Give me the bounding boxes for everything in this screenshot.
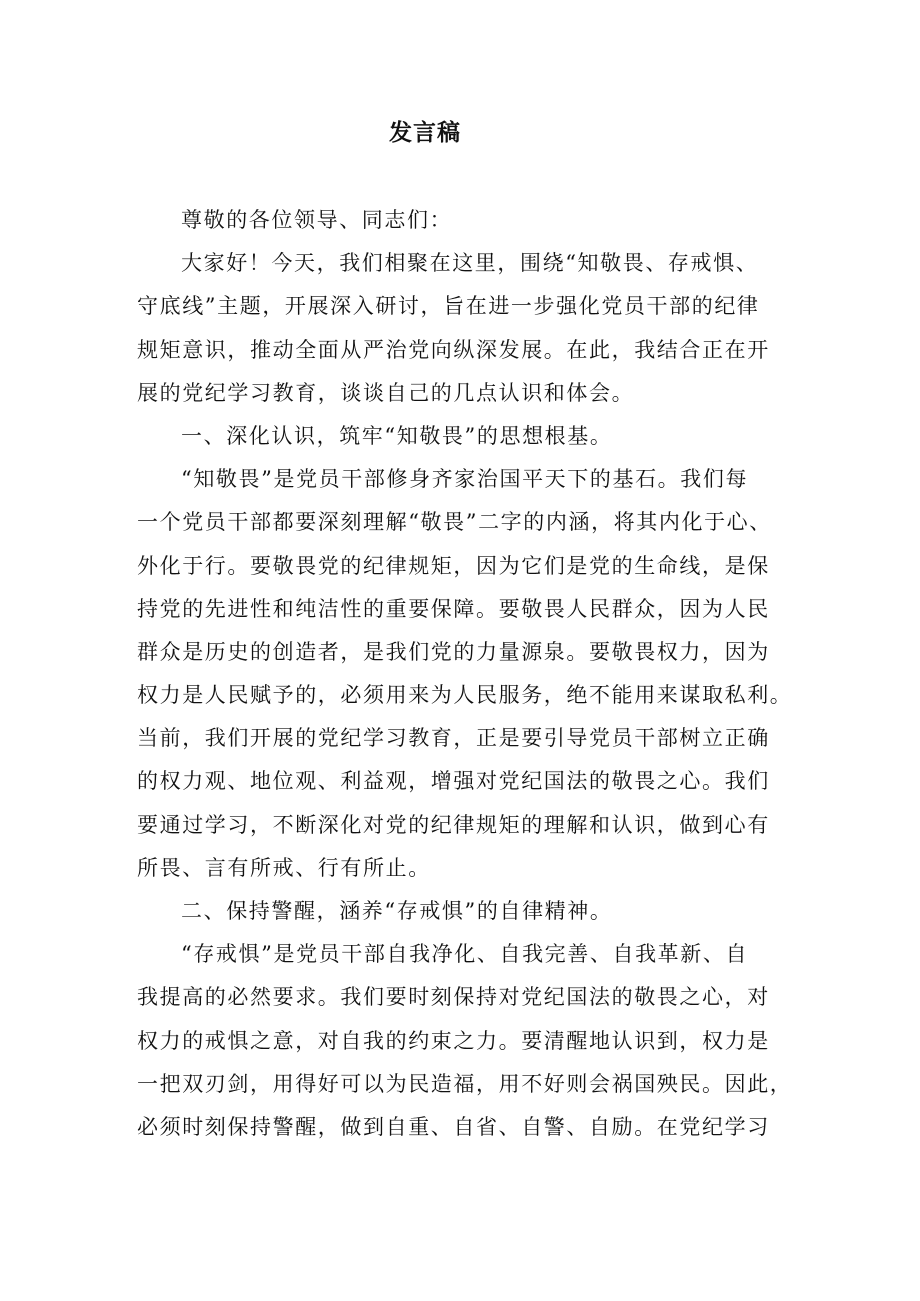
- paragraph-line: 守底线”主题，开展深入研讨，旨在进一步强化党员干部的纪律: [137, 294, 760, 319]
- paragraph-line: 群众是历史的创造者，是我们党的力量源泉。要敬畏权力，因为: [137, 639, 770, 664]
- paragraph-line: 一把双刃剑，用得好可以为民造福，用不好则会祸国殃民。因此，: [137, 1071, 793, 1096]
- paragraph-line: 展的党纪学习教育，谈谈自己的几点认识和体会。: [137, 380, 635, 405]
- paragraph-line: 要通过学习，不断深化对党的纪律规矩的理解和认识，做到心有: [137, 812, 770, 837]
- paragraph-line: 必须时刻保持警醒，做到自重、自省、自警、自励。在党纪学习: [137, 1114, 770, 1139]
- salutation-line: 尊敬的各位领导、同志们：: [181, 208, 453, 232]
- paragraph-line: 的权力观、地位观、利益观，增强对党纪国法的敬畏之心。我们: [137, 769, 770, 794]
- paragraph-line: 规矩意识，推动全面从严治党向纵深发展。在此，我结合正在开: [137, 337, 770, 362]
- paragraph-line: 权力是人民赋予的，必须用来为人民服务，绝不能用来谋取私利。: [137, 683, 793, 708]
- paragraph-line: “存戒惧”是党员干部自我净化、自我完善、自我革新、自: [181, 942, 749, 967]
- paragraph-line: 当前，我们开展的党纪学习教育，正是要引导党员干部树立正确: [137, 726, 770, 751]
- paragraph-line: 大家好！今天，我们相聚在这里，围绕“知敬畏、存戒惧、: [181, 251, 759, 276]
- paragraph-line: 一个党员干部都要深刻理解“敬畏”二字的内涵，将其内化于心、: [137, 510, 772, 535]
- paragraph-line: “知敬畏”是党员干部修身齐家治国平天下的基石。我们每: [181, 467, 749, 492]
- paragraph-line: 权力的戒惧之意，对自我的约束之力。要清醒地认识到，权力是: [137, 1028, 770, 1053]
- paragraph-line: 外化于行。要敬畏党的纪律规矩，因为它们是党的生命线，是保: [137, 553, 770, 578]
- document-title: 发言稿: [389, 120, 461, 146]
- document-body: [137, 199, 793, 1149]
- section-heading-2: 二、保持警醒，涵养“存戒惧”的自律精神。: [181, 899, 613, 923]
- paragraph-line: 我提高的必然要求。我们要时刻保持对党纪国法的敬畏之心，对: [137, 985, 770, 1010]
- section-heading-1: 一、深化认识，筑牢“知敬畏”的思想根基。: [181, 423, 613, 448]
- paragraph-line: 持党的先进性和纯洁性的重要保障。要敬畏人民群众，因为人民: [137, 596, 770, 621]
- paragraph-line: 所畏、言有所戒、行有所止。: [137, 855, 431, 880]
